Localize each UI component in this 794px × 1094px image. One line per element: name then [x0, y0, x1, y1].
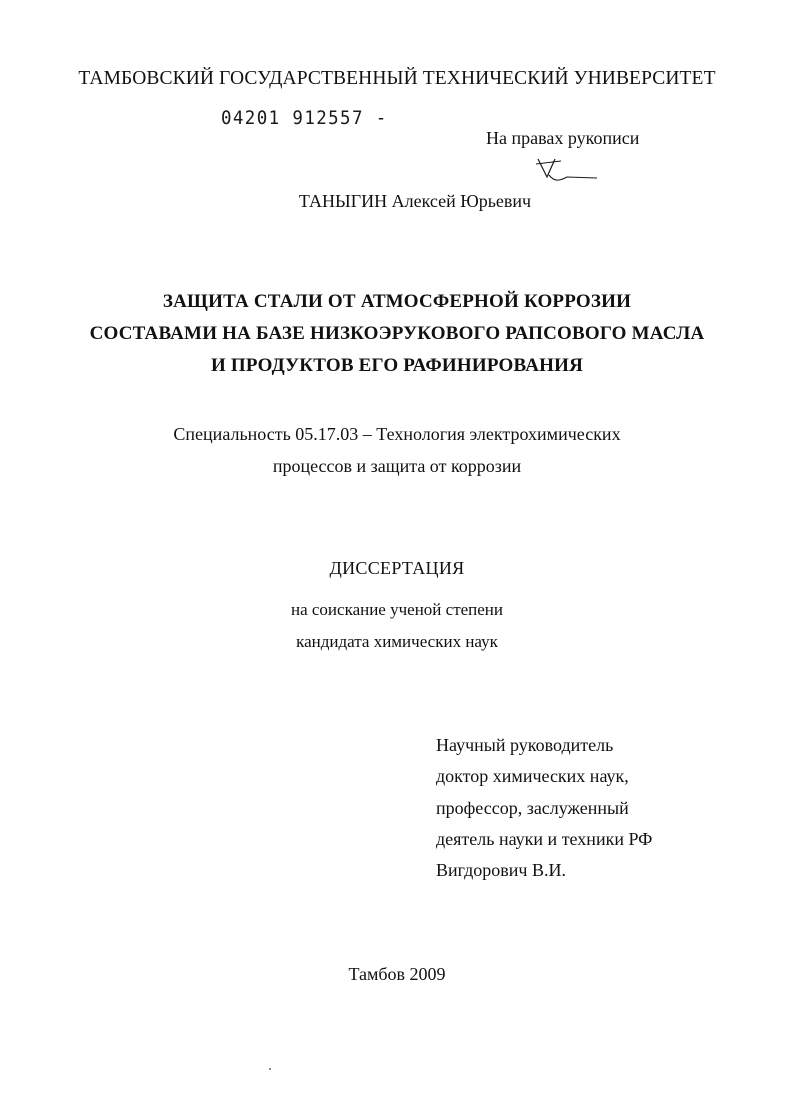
supervisor-line-3: профессор, заслуженный	[436, 798, 629, 818]
degree-line-1: на соискание ученой степени	[290, 600, 504, 619]
signature-icon	[535, 155, 605, 187]
supervisor-line-2: доктор химических наук,	[436, 766, 629, 786]
manuscript-rights-note: На правах рукописи	[486, 128, 640, 148]
supervisor-name: Вигдорович В.И.	[436, 860, 566, 880]
archive-stamp: 04201 912557 -	[221, 107, 388, 129]
supervisor-line-4: деятель науки и техники РФ	[436, 829, 653, 849]
specialty-line-1: Специальность 05.17.03 – Технология электрохимических	[173, 424, 621, 444]
city-year: Тамбов 2009	[348, 964, 446, 984]
title-line-1: ЗАЩИТА СТАЛИ ОТ АТМОСФЕРНОЙ КОРРОЗИИ	[162, 291, 632, 312]
university-name: ТАМБОВСКИЙ ГОСУДАРСТВЕННЫЙ ТЕХНИЧЕСКИЙ УНИВЕРСИТЕТ	[78, 68, 716, 89]
degree-line-2: кандидата химических наук	[296, 632, 498, 651]
title-line-2: СОСТАВАМИ НА БАЗЕ НИЗКОЭРУКОВОГО РАПСОВОГО МАСЛА	[89, 323, 705, 344]
document-type: ДИССЕРТАЦИЯ	[329, 558, 465, 578]
title-line-3: И ПРОДУКТОВ ЕГО РАФИНИРОВАНИЯ	[210, 355, 583, 376]
scan-speck	[269, 1068, 271, 1070]
specialty-line-2: процессов и защита от коррозии	[272, 456, 522, 476]
supervisor-line-1: Научный руководитель	[436, 735, 614, 755]
author-name: ТАНЫГИН Алексей Юрьевич	[298, 191, 532, 211]
